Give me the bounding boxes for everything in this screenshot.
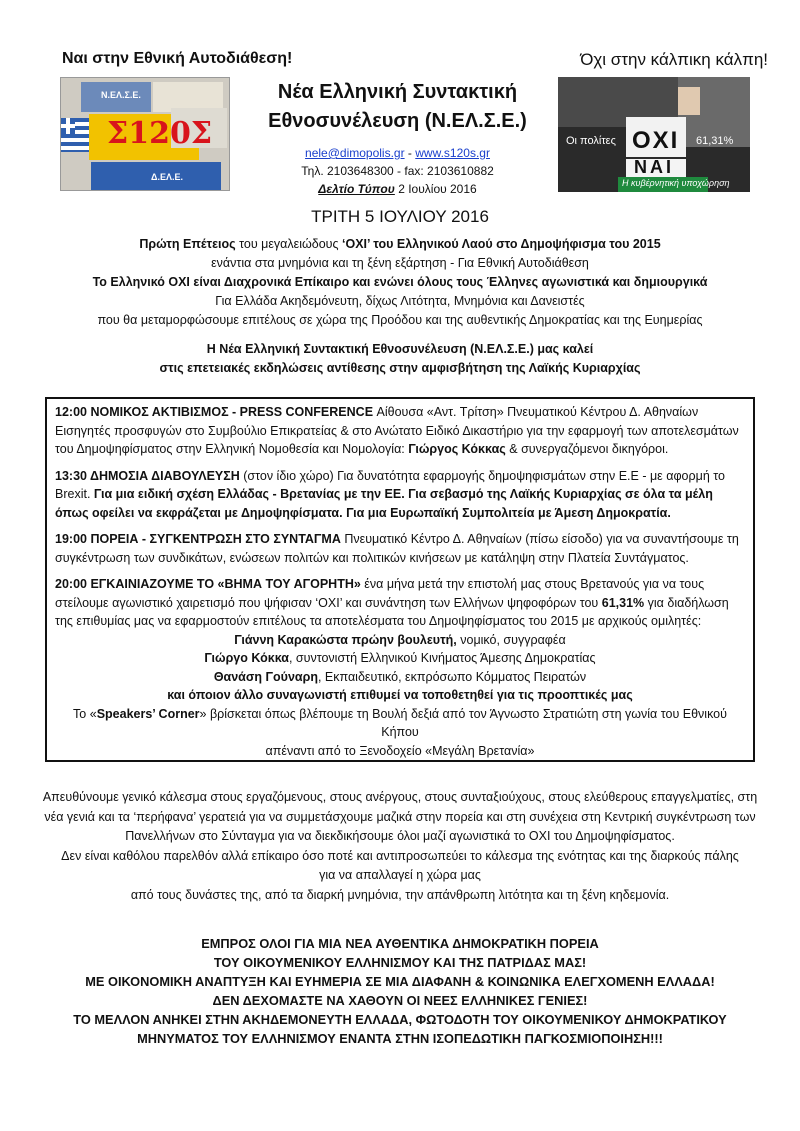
ballot-image bbox=[558, 77, 750, 192]
call-paragraph-1: Απευθύνουμε γενικό κάλεσμα στους εργαζόμενους, στους ανέργους, στους συνταξιούχους, στους ελεύθερους επαγγελματίες, στη νέα γενιά και τα ‘περήφανα’ γερατειά για να συμμετάσχουμε μαζικά στην πορεία και στη συνέχεια στη Κεντρική συγκέντρωση των Πανελλήνων στο Σύνταγμα για να διεκδικήσουμε όλοι μαζί αγωνιστικά το ΟΧΙ του Δημοψηφίσματος. bbox=[42, 790, 758, 843]
org-title-line2: Εθνοσυνέλευση (Ν.ΕΛ.Σ.Ε.) bbox=[268, 110, 527, 132]
schedule-title: 19:00 ΠΟΡΕΙΑ - ΣΥΓΚΕΝΤΡΩΣΗ ΣΤΟ ΣΥΝΤΑΓΜΑ bbox=[55, 532, 341, 546]
slogan-right: Όχι στην κάλπικη κάλπη! bbox=[580, 50, 768, 69]
header-center bbox=[240, 78, 555, 198]
schedule-title: 20:00 ΕΓΚΑΙΝΙΑΖΟΥΜΕ ΤΟ «ΒΗΜΑ ΤΟΥ ΑΓΟΡΗΤΗ» bbox=[55, 577, 361, 591]
intro-line-2: ενάντια στα μνημόνια και τη ξένη εξάρτηση - Για Εθνική Αυτοδιάθεση bbox=[211, 256, 589, 270]
schedule-text: (στον ίδιο χώρο) Για δυνατότητα εφαρμογής δημοψηφισμάτων στην Ε.Ε - με αφορμή το Brexit. bbox=[55, 468, 725, 501]
speakers-corner-text: Το « bbox=[73, 706, 97, 721]
schedule-bold: Για μια ειδική σχέση Ελλάδας - Βρετανίας με την ΕΕ. Για σεβασμό της Λαϊκής Κυριαρχίας σε όλα τα μέλη όπως οφείλει να εκφράζεται με Δημοψηφίσματα. Για μια Ευρωπαϊκή Συμπολιτεία με Άμεση Δημοκρατία. bbox=[55, 487, 713, 520]
schedule-text: ένα μήνα μετά την επιστολή μας στους Βρετανούς για να τους στείλουμε αγωνιστικό χαιρετισμό που ψήφισαν ‘ΟΧΙ’ και συνάντηση των Ελλήνων ψηφοφόρων του bbox=[55, 577, 705, 610]
speaker-role: νομικό, συγγραφέα bbox=[456, 632, 566, 647]
speaker-open-text: και όποιον άλλο συναγωνιστή επιθυμεί να τοποθετηθεί για τις προοπτικές μας bbox=[167, 688, 633, 702]
call-paragraph-4: από τους δυνάστες της, από τα διαρκή μνημόνια, την απάνθρωπη λιτότητα και τη ξένη κηδεμονία. bbox=[130, 887, 670, 902]
logo-bottom-text: Δ.ΕΛ.Ε. bbox=[151, 172, 183, 182]
schedule-bold: Γιώργος Κόκκας bbox=[408, 442, 506, 456]
intro-line-4: Για Ελλάδα Ακηδεμόνευτη, δίχως Λιτότητα, Μνημόνια και Δανειστές bbox=[215, 294, 585, 308]
speaker-role: , συντονιστή Ελληνικού Κινήματος Άμεσης Δημοκρατίας bbox=[288, 651, 596, 665]
closing-line-2: ΤΟΥ ΟΙΚΟΥΜΕΝΙΚΟΥ ΕΛΛΗΝΙΣΜΟΥ ΚΑΙ ΤΗΣ ΠΑΤΡΙΔΑΣ ΜΑΣ! bbox=[213, 955, 587, 970]
ballot-citizens-label: Οι πολίτες bbox=[566, 135, 616, 147]
contact-links bbox=[240, 144, 555, 162]
schedule-item-1330 bbox=[55, 467, 745, 523]
closing-line-4: ΔΕΝ ΔΕΧΟΜΑΣΤΕ ΝΑ ΧΑΘΟΥΝ ΟΙ ΝΕΕΣ ΕΛΛΗΝΙΚΕΣ ΓΕΝΙΕΣ! bbox=[212, 993, 588, 1008]
slogan-left: Ναι στην Εθνική Αυτοδιάθεση! bbox=[62, 50, 293, 67]
schedule-text: για διαδήλωση της επιθυμίας μας να εφαρμοστούν επιτέλους τα αποτελέσματα του Δημοψηφίσματος του 2015 με αρχικούς ομιλητές: bbox=[55, 595, 729, 628]
intro-text: του μεγαλειώδους bbox=[235, 237, 343, 251]
schedule-box bbox=[45, 397, 755, 762]
press-release-date: 2 Ιουλίου 2016 bbox=[394, 182, 477, 196]
speaker-2 bbox=[55, 649, 745, 668]
ballot-gov-caption: Η κυβέρνητική υποχώρηση bbox=[622, 178, 730, 188]
call-paragraph-2: Δεν είναι καθόλου παρελθόν αλλά επίκαιρο όσο ποτέ και αντιπροσωπεύει το κάλεσμα της ενότητας και της διαρκούς πάλης bbox=[61, 848, 739, 863]
schedule-title: 13:30 ΔΗΜΟΣΙΑ ΔΙΑΒΟΥΛΕΥΣΗ bbox=[55, 468, 240, 483]
schedule-text: Πνευματικό Κέντρο Δ. Αθηναίων (πίσω είσοδο) για να συναντήσουμε τη συγκέντρωση των συνδικάτων, ενώσεων πολιτών και πολιτικών κινήσεων με κατάληψη στην Πλατεία Συντάγματος. bbox=[55, 532, 739, 565]
speakers-corner-name: Speakers’ Corner bbox=[96, 706, 200, 721]
schedule-item-2000 bbox=[55, 575, 745, 631]
org-title-line1: Νέα Ελληνική Συντακτική bbox=[277, 81, 518, 103]
schedule-item-1200 bbox=[55, 403, 745, 459]
schedule-bold: 61,31% bbox=[601, 595, 645, 610]
ballot-oxi-text: ΟΧΙ bbox=[632, 127, 680, 154]
contact-separator: - bbox=[404, 146, 416, 160]
schedule-text: Αίθουσα «Αντ. Τρίτση» Πνευματικού Κέντρου Δ. Αθηναίων Εισηγητές προσφυγών στο Συμβούλιο Επικρατείας & στο Ανώτατο Ειδικό Δικαστήριο για την εφαρμογή των αποτελεσμάτων του Δημοψηφίσματος στην Ελληνική Νομοθεσία και Νομολογία: bbox=[55, 405, 739, 456]
press-release-line bbox=[240, 180, 555, 198]
press-release-label: Δελτίο Τύπου bbox=[318, 182, 395, 196]
closing-line-5: ΤΟ ΜΕΛΛΟΝ ΑΝΗΚΕΙ ΣΤΗΝ ΑΚΗΔΕΜΟΝΕΥΤΗ ΕΛΛΑΔΑ, ΦΩΤΟΔΟΤΗ ΤΟΥ ΟΙΚΟΥΜΕΝΙΚΟΥ ΔΗΜΟΚΡΑΤΙΚΟΥ bbox=[73, 1012, 727, 1027]
speaker-3 bbox=[55, 668, 745, 687]
ballot-percent-label: 61,31% bbox=[696, 135, 734, 147]
call-paragraph-3: για να απαλλαγεί η χώρα μας bbox=[319, 868, 481, 882]
speaker-open bbox=[55, 686, 745, 705]
intro-line-7 bbox=[0, 359, 800, 378]
intro-oxi-timeless: Το Ελληνικό ΟΧΙ είναι Διαχρονικά Επίκαιρο και ενώνει όλους τους Έλληνες αγωνιστικά και δημιουργικά bbox=[92, 275, 708, 289]
ballot-nai-text: ΝΑΙ bbox=[634, 157, 674, 177]
intro-line-3 bbox=[0, 273, 800, 292]
intro-oxi: ‘ΟΧΙ’ του Ελληνικού Λαού στο Δημοψήφισμα του 2015 bbox=[342, 237, 661, 251]
closing-line-3: ΜΕ ΟΙΚΟΝΟΜΙΚΗ ΑΝΑΠΤΥΞΗ ΚΑΙ ΕΥΗΜΕΡΙΑ ΣΕ ΜΙΑ ΔΙΑΦΑΝΗ & ΚΟΙΝΩΝΙΚΑ ΕΛΕΓΧΟΜΕΝΗ ΕΛΛΑΔΑ! bbox=[85, 974, 715, 989]
speakers-corner-text: » βρίσκεται όπως βλέπουμε τη Βουλή δεξιά από τον Άγνωστο Στρατιώτη στη γωνία του Εθνικού Κήπου bbox=[199, 706, 727, 739]
intro-line-5: που θα μεταμορφώσουμε επιτέλους σε χώρα της Προόδου και της αυθεντικής Δημοκρατίας και της Ευημερίας bbox=[97, 313, 703, 327]
schedule-item-1900 bbox=[55, 530, 745, 567]
date-heading: ΤΡΙΤΗ 5 ΙΟΥΛΙΟΥ 2016 bbox=[311, 207, 489, 226]
schedule-title: 12:00 ΝΟΜΙΚΟΣ ΑΚΤΙΒΙΣΜΟΣ - PRESS CONFERENCE bbox=[55, 405, 374, 419]
intro-line-6 bbox=[0, 340, 800, 359]
closing-line-6: ΜΗΝΥΜΑΤΟΣ ΤΟΥ ΕΛΛΗΝΙΣΜΟΥ ΕΝΑΝΤΑ ΣΤΗΝ ΙΣΟΠΕΔΩΤΙΚΗ ΠΑΓΚΟΣΜΙΟΠΟΙΗΣΗ!!! bbox=[137, 1031, 663, 1046]
intro-section bbox=[0, 235, 800, 378]
email-link[interactable]: nele@dimopolis.gr bbox=[305, 146, 405, 160]
speakers-corner-line-2: απέναντι από το Ξενοδοχείο «Μεγάλη Βρετανία» bbox=[265, 743, 535, 758]
intro-anniversary: Πρώτη Επέτειος bbox=[139, 237, 236, 251]
intro-invitation: Η Νέα Ελληνική Συντακτική Εθνοσυνέλευση (Ν.ΕΛ.Σ.Ε.) μας καλεί bbox=[206, 342, 594, 356]
schedule-text: & συνεργαζόμενοι δικηγόροι. bbox=[505, 442, 669, 456]
speaker-1 bbox=[55, 631, 745, 650]
website-link[interactable]: www.s120s.gr bbox=[415, 146, 490, 160]
logo-big-text: Σ120Σ bbox=[107, 116, 213, 151]
speakers-corner-line bbox=[55, 705, 745, 742]
closing-line-1: ΕΜΠΡΟΣ ΟΛΟΙ ΓΙΑ ΜΙΑ ΝΕΑ ΑΥΘΕΝΤΙΚΑ ΔΗΜΟΚΡΑΤΙΚΗ ΠΟΡΕΙΑ bbox=[201, 936, 599, 951]
phone-fax: Τηλ. 2103648300 - fax: 2103610882 bbox=[301, 164, 494, 178]
speaker-name: Θανάση Γούναρη bbox=[213, 669, 318, 684]
speaker-role: , Εκπαιδευτικό, εκπρόσωπο Κόμματος Πειρατών bbox=[317, 669, 587, 684]
intro-line-1 bbox=[0, 235, 800, 254]
closing-slogans bbox=[30, 934, 770, 1048]
logo-top-text: Ν.ΕΛ.Σ.Ε. bbox=[101, 90, 141, 100]
call-section bbox=[40, 788, 760, 905]
speaker-name: Γιώργο Κόκκα bbox=[204, 651, 289, 665]
puzzle-logo-image bbox=[60, 77, 230, 191]
speaker-name: Γιάννη Καρακώστα πρώην βουλευτή, bbox=[234, 632, 457, 647]
intro-invitation-2: στις επετειακές εκδηλώσεις αντίθεσης στην αμφισβήτηση της Λαϊκής Κυριαρχίας bbox=[159, 361, 641, 375]
